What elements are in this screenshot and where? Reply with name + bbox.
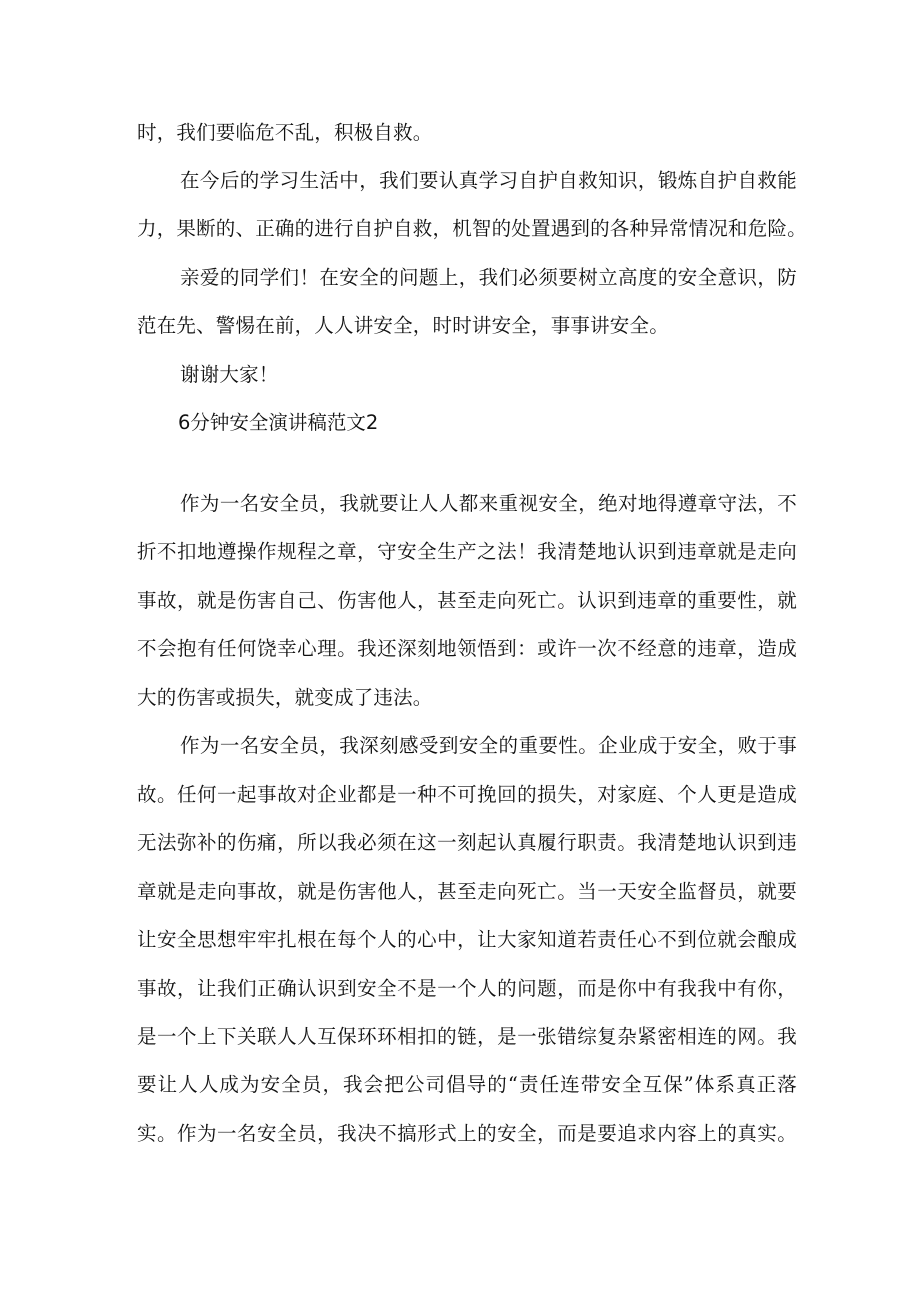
paragraph-line: 大的伤害或损失，就变成了违法。	[137, 686, 433, 709]
paragraph-line: 不会抱有任何饶幸心理。我还深刻地领悟到：或许一次不经意的违章，造成	[137, 637, 797, 660]
paragraph-line: 事故，就是伤害自己、伤害他人，甚至走向死亡。认识到违章的重要性，就	[137, 589, 797, 612]
paragraph-line: 事故，让我们正确认识到安全不是一个人的问题，而是你中有我我中有你，	[137, 977, 797, 1000]
paragraph-line: 是一个上下关联人人互保环环相扣的链，是一张错综复杂紧密相连的网。我	[137, 1025, 797, 1048]
paragraph-line: 章就是走向事故，就是伤害他人，甚至走向死亡。当一天安全监督员，就要	[137, 880, 797, 903]
paragraph-line: 作为一名安全员，我深刻感受到安全的重要性。企业成于安全，败于事	[180, 734, 797, 757]
paragraph-line: 要让人人成为安全员，我会把公司倡导的“责任连带安全互保”体系真正落	[137, 1073, 797, 1096]
section-heading: 6分钟安全演讲稿范文2	[178, 411, 379, 434]
paragraph-line: 实。作为一名安全员，我决不搞形式上的安全，而是要追求内容上的真实。	[137, 1122, 797, 1145]
paragraph-line: 力，果断的、正确的进行自护自救，机智的处置遇到的各种异常情况和危险。	[137, 217, 807, 240]
paragraph-line: 谢谢大家！	[180, 363, 279, 386]
paragraph-line: 作为一名安全员，我就要让人人都来重视安全，绝对地得遵章守法，不	[180, 492, 797, 515]
paragraph-line: 无法弥补的伤痛，所以我必须在这一刻起认真履行职责。我清楚地认识到违	[137, 831, 797, 854]
paragraph-line: 时，我们要临危不乱，积极自救。	[137, 121, 433, 144]
paragraph-line: 让安全思想牢牢扎根在每个人的心中，让大家知道若责任心不到位就会酿成	[137, 928, 797, 951]
paragraph-line: 折不扣地遵操作规程之章，守安全生产之法！我清楚地认识到违章就是走向	[137, 540, 797, 563]
paragraph-line: 范在先、警惕在前，人人讲安全，时时讲安全，事事讲安全。	[137, 314, 669, 337]
paragraph-line: 故。任何一起事故对企业都是一种不可挽回的损失，对家庭、个人更是造成	[137, 783, 797, 806]
paragraph-line: 在今后的学习生活中，我们要认真学习自护自救知识，锻炼自护自救能	[180, 169, 797, 192]
paragraph-line: 亲爱的同学们！在安全的问题上，我们必须要树立高度的安全意识，防	[180, 266, 797, 289]
